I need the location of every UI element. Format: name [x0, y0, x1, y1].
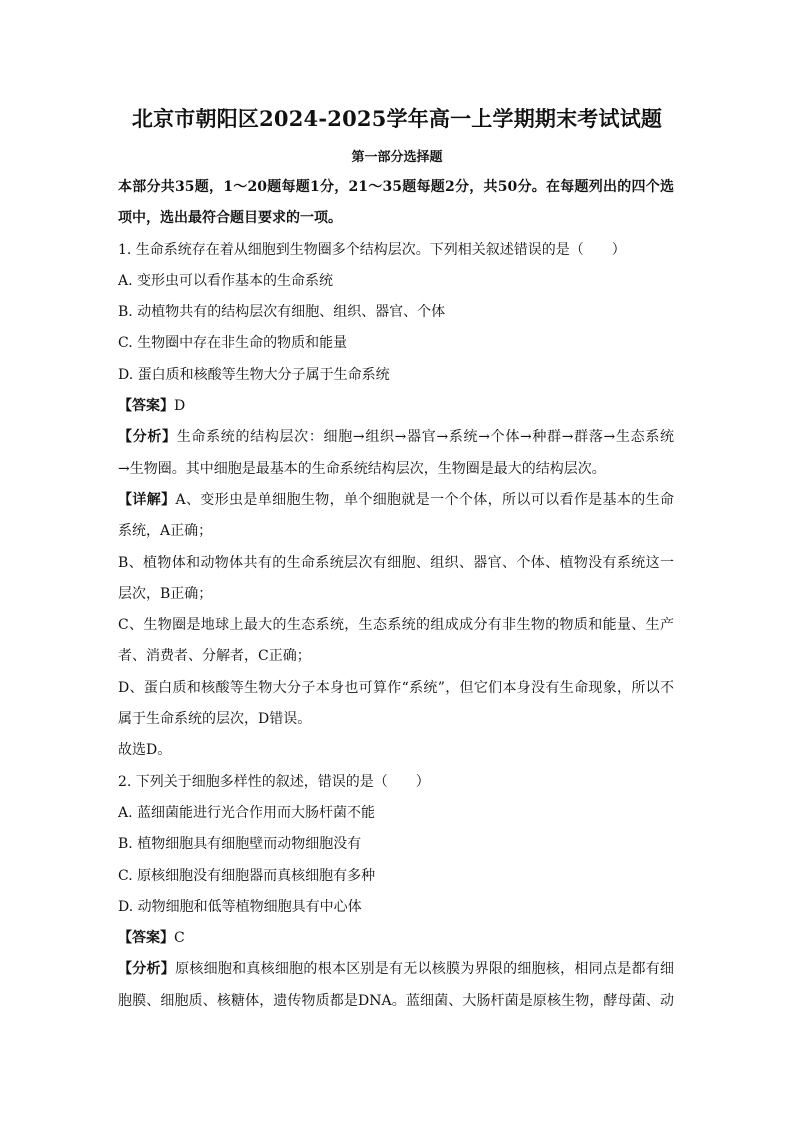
analysis-label: 【分析】 [118, 429, 177, 446]
q1-detail-d-line-2: 属于生命系统的层次，D错误。 [118, 711, 312, 728]
q2-answer [118, 923, 674, 954]
answer-label: 【答案】 [118, 398, 174, 415]
detail-text: A、变形虫是单细胞生物，单个细胞就是一个个体，所以可以看作是基本的生命 [175, 491, 674, 508]
q1-detail-a-line-2: 系统，A正确； [118, 523, 213, 540]
part-heading: 第一部分选择题 [351, 150, 443, 165]
q2-option-d: D. 动物细胞和低等植物细胞具有中心体 [118, 898, 362, 915]
q1-detail-b-line-2: 层次，B正确； [118, 585, 213, 602]
analysis-label: 【分析】 [118, 961, 176, 978]
q1-detail-b-line-1: B、植物体和动物体共有的生命系统层次有细胞、组织、器官、个体、植物没有系统这一 [118, 554, 674, 571]
instructions-line-1: 本部分共35题，1～20题每题1分，21～35题每题2分，共50分。在每题列出的四个选 [118, 179, 674, 195]
q1-conclusion: 故选D。 [118, 742, 172, 759]
q2-option-c: C. 原核细胞没有细胞器而真核细胞有多种 [118, 867, 376, 884]
q1-detail-c-line-1: C、生物圈是地球上最大的生态系统，生态系统的组成成分有非生物的物质和能量、生产 [118, 617, 674, 634]
answer-value: C [174, 930, 185, 947]
q1-analysis-line-2: →生物圈。其中细胞是最基本的生命系统结构层次，生物圈是最大的结构层次。 [118, 460, 606, 477]
detail-label: 【详解】 [118, 491, 176, 508]
q1-answer [118, 391, 674, 422]
q1-option-a: A. 变形虫可以看作基本的生命系统 [118, 272, 334, 289]
q1-stem: 1. 生命系统存在着从细胞到生物圈多个结构层次。下列相关叙述错误的是（ ） [118, 241, 626, 258]
analysis-text: 原核细胞和真核细胞的根本区别是有无以核膜为界限的细胞核，相同点是都有细 [175, 961, 674, 978]
q1-analysis-line-1 [118, 422, 674, 453]
q1-option-c: C. 生物圈中存在非生命的物质和能量 [118, 335, 348, 352]
q1-detail-a-line-1 [118, 485, 674, 516]
document-title: 北京市朝阳区2024-2025学年高一上学期期末考试试题 [131, 106, 663, 131]
q2-option-b: B. 植物细胞具有细胞壁而动物细胞没有 [118, 836, 362, 853]
q1-option-d: D. 蛋白质和核酸等生物大分子属于生命系统 [118, 366, 390, 383]
answer-label: 【答案】 [118, 930, 174, 947]
q1-detail-c-line-2: 者、消费者、分解者，C正确； [118, 648, 311, 665]
answer-value: D [174, 398, 186, 415]
q2-option-a: A. 蓝细菌能进行光合作用而大肠杆菌不能 [118, 804, 376, 821]
q2-stem: 2. 下列关于细胞多样性的叙述，错误的是（ ） [118, 773, 430, 790]
q1-option-b: B. 动植物共有的结构层次有细胞、组织、器官、个体 [118, 304, 446, 321]
q2-analysis-line-2: 胞膜、细胞质、核糖体，遗传物质都是DNA。蓝细菌、大肠杆菌是原核生物，酵母菌、动 [118, 992, 674, 1009]
document-body [118, 172, 674, 1017]
q1-detail-d-line-1: D、蛋白质和核酸等生物大分子本身也可算作“系统”，但它们本身没有生命现象，所以不 [118, 679, 674, 696]
q2-analysis-line-1 [118, 954, 674, 985]
instructions-line-2: 项中，选出最符合题目要求的一项。 [118, 210, 342, 227]
analysis-text: 生命系统的结构层次：细胞→组织→器官→系统→个体→种群→群落→生态系统 [176, 429, 674, 446]
